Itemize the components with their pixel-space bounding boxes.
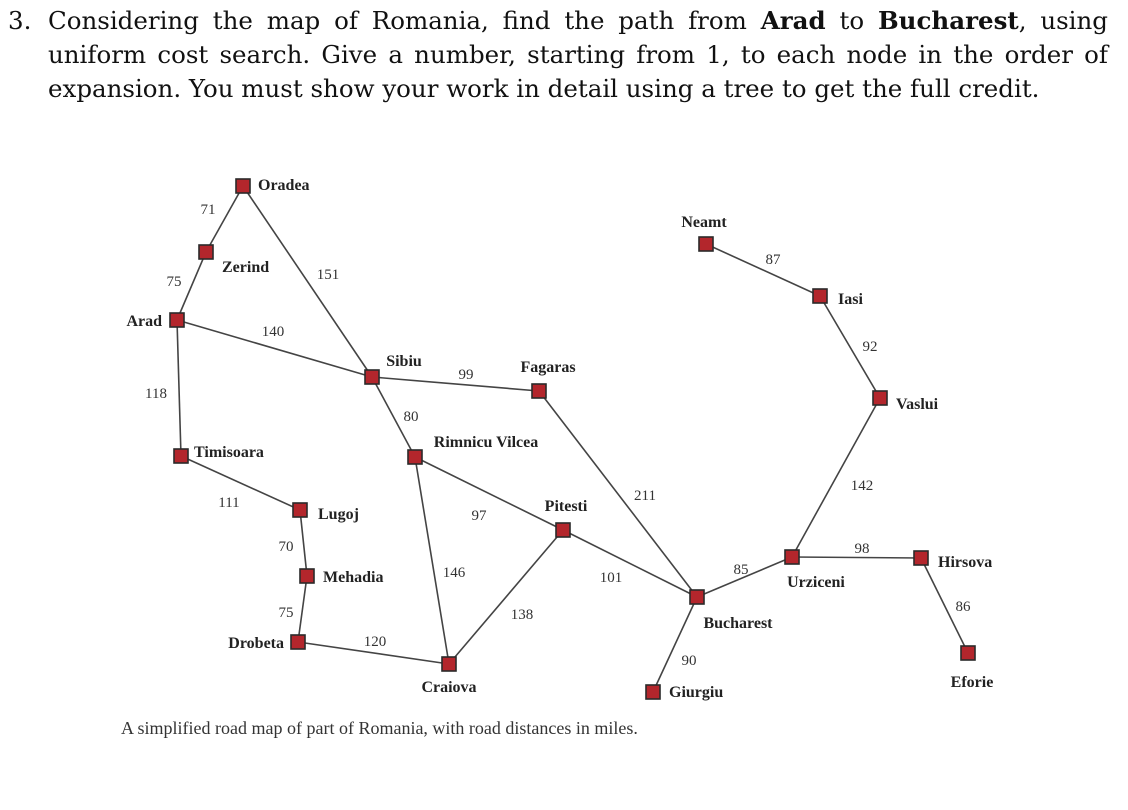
city-node-giurgiu [646, 685, 660, 699]
city-labels-layer [126, 177, 993, 701]
distance-label-rimnicu-pitesti: 97 [471, 508, 487, 524]
distance-label-rimnicu-craiova: 146 [442, 565, 466, 581]
road-lugoj-mehadia [300, 510, 307, 576]
city-label-sibiu: Sibiu [386, 353, 422, 370]
distance-label-hirsova-eforie: 86 [955, 599, 971, 615]
city-label-hirsova: Hirsova [938, 554, 993, 571]
road-mehadia-drobeta [298, 576, 307, 642]
road-arad-timisoara [177, 320, 181, 456]
distance-label-oradea-sibiu: 151 [316, 267, 340, 283]
city-label-pitesti: Pitesti [544, 498, 588, 515]
city-node-vaslui [873, 391, 887, 405]
city-label-oradea: Oradea [258, 177, 310, 194]
city-node-sibiu [365, 370, 379, 384]
city-label-arad: Arad [126, 313, 162, 330]
city-label-urziceni: Urziceni [787, 574, 845, 591]
city-node-zerind [199, 245, 213, 259]
origin-city: Arad [760, 6, 826, 35]
road-rimnicu-craiova [415, 457, 449, 664]
distance-label-urziceni-hirsova: 98 [854, 541, 870, 557]
city-node-pitesti [556, 523, 570, 537]
city-node-neamt [699, 237, 713, 251]
city-node-iasi [813, 289, 827, 303]
city-node-mehadia [300, 569, 314, 583]
city-node-fagaras [532, 384, 546, 398]
distance-label-arad-sibiu: 140 [261, 324, 285, 340]
city-label-drobeta: Drobeta [228, 635, 284, 652]
road-craiova-pitesti [449, 530, 563, 664]
distance-label-oradea-zerind: 71 [200, 202, 216, 218]
city-node-drobeta [291, 635, 305, 649]
city-label-iasi: Iasi [838, 291, 863, 308]
distance-label-mehadia-drobeta: 75 [278, 605, 294, 621]
city-label-timisoara: Timisoara [194, 444, 264, 461]
question-text-part-1: Considering the map of Romania, find the path from [48, 6, 761, 35]
city-node-rimnicu [408, 450, 422, 464]
road-timisoara-lugoj [181, 456, 300, 510]
city-label-vaslui: Vaslui [896, 396, 939, 413]
distance-label-bucharest-urziceni: 85 [733, 562, 749, 578]
distance-label-sibiu-rimnicu: 80 [403, 409, 419, 425]
question-text-part-2: to [825, 6, 878, 35]
city-label-fagaras: Fagaras [520, 359, 576, 376]
map-caption: A simplified road map of part of Romania, with road distances in miles. [121, 718, 638, 738]
city-node-bucharest [690, 590, 704, 604]
city-node-arad [170, 313, 184, 327]
distance-label-lugoj-mehadia: 70 [278, 539, 294, 555]
distance-label-fagaras-bucharest: 211 [634, 488, 656, 504]
road-bucharest-giurgiu [653, 597, 697, 692]
question-number: 3. [8, 6, 32, 35]
distance-label-zerind-arad: 75 [166, 274, 182, 290]
city-label-lugoj: Lugoj [318, 506, 359, 523]
city-label-mehadia: Mehadia [323, 569, 384, 586]
roads-layer [177, 186, 968, 692]
distance-label-pitesti-bucharest: 101 [599, 570, 623, 586]
distance-label-bucharest-giurgiu: 90 [681, 653, 697, 669]
city-label-bucharest: Bucharest [703, 615, 773, 632]
city-node-urziceni [785, 550, 799, 564]
city-label-zerind: Zerind [222, 259, 270, 276]
city-node-eforie [961, 646, 975, 660]
distance-label-timisoara-lugoj: 111 [218, 495, 240, 511]
road-rimnicu-pitesti [415, 457, 563, 530]
distance-label-drobeta-craiova: 120 [363, 634, 387, 650]
road-pitesti-bucharest [563, 530, 697, 597]
city-node-oradea [236, 179, 250, 193]
city-node-hirsova [914, 551, 928, 565]
road-oradea-sibiu [243, 186, 372, 377]
city-label-eforie: Eforie [950, 674, 994, 691]
city-node-timisoara [174, 449, 188, 463]
road-fagaras-bucharest [539, 391, 697, 597]
road-oradea-zerind [206, 186, 243, 252]
city-label-giurgiu: Giurgiu [669, 684, 724, 701]
question-text-part-3: , using uniform cost search. Give a number, starting from 1, to each node in the order of expansion. You must show your work in detail using a tree to get the full credit. [48, 6, 1108, 103]
distance-label-urziceni-vaslui: 142 [850, 478, 874, 494]
road-urziceni-hirsova [792, 557, 921, 558]
distance-label-arad-timisoara: 118 [145, 386, 167, 402]
distance-label-vaslui-iasi: 92 [862, 339, 878, 355]
city-label-craiova: Craiova [421, 679, 477, 696]
distance-label-iasi-neamt: 87 [765, 252, 781, 268]
distance-label-sibiu-fagaras: 99 [458, 367, 474, 383]
city-node-lugoj [293, 503, 307, 517]
city-label-rimnicu: Rimnicu Vilcea [433, 434, 539, 451]
road-iasi-neamt [706, 244, 820, 296]
destination-city: Bucharest [877, 6, 1019, 35]
road-sibiu-fagaras [372, 377, 539, 391]
distance-label-craiova-pitesti: 138 [510, 607, 534, 623]
city-label-neamt: Neamt [681, 214, 727, 231]
city-node-craiova [442, 657, 456, 671]
